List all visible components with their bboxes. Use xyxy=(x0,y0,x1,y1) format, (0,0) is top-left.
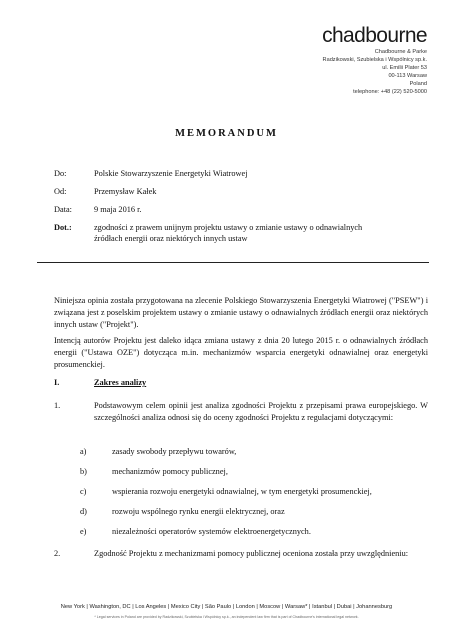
section-title: Zakres analizy xyxy=(94,378,147,387)
list-item-label: d) xyxy=(80,507,87,516)
header-divider xyxy=(37,262,429,263)
intention-paragraph: Intencją autorów Projektu jest daleko idąca zmiana ustawy z dnia 20 lutego 2015 r. o odnawialnych źródłach energii ("Ustawa OZE") dotycząca m.in. mechanizmów wsparcia energetyki odnawialnej oraz energetyki prosumenckiej. xyxy=(54,336,428,370)
paragraph-text: Zgodność Projektu z mechanizmami pomocy publicznej oceniona została przy uwzględnieniu: xyxy=(94,549,409,558)
date-label: Data: xyxy=(54,205,72,214)
address-line: Chadbourne & Parke xyxy=(374,49,427,55)
paragraph-number: 2. xyxy=(54,549,61,558)
list-item-label: c) xyxy=(80,487,87,496)
address-line: Radzikowski, Szubielska i Wspólnicy sp.k. xyxy=(322,57,427,63)
list-item-label: b) xyxy=(80,467,87,476)
list-item-text: wspierania rozwoju energetyki odnawialnej, w tym energetyki prosumenckiej, xyxy=(112,487,372,496)
subject-value xyxy=(94,222,424,244)
chadbourne-logo: chadbourne xyxy=(322,24,427,47)
paragraph-text: Podstawowym celem opinii jest analiza zgodności Projektu z przepisami prawa europejskiego. W szczególności analiza odnosi się do oceny zgodności Projektu z regulacjami dotyczącymi: xyxy=(94,401,428,423)
list-item-text: niezależności operatorów systemów elektroenergetycznych. xyxy=(112,527,311,536)
from-label: Od: xyxy=(54,187,67,196)
telephone: telephone: +48 (22) 520-5000 xyxy=(353,89,427,95)
list-item-label: e) xyxy=(80,527,87,536)
list-item-label: a) xyxy=(80,447,87,456)
letterhead-address xyxy=(323,48,427,96)
to-value: Polskie Stowarzyszenie Energetyki Wiatrowej xyxy=(94,169,248,178)
address-line: 00-113 Warsaw xyxy=(388,73,427,79)
to-label: Do: xyxy=(54,169,67,178)
address-line: Poland xyxy=(409,81,427,87)
footer-offices: New York | Washington, DC | Los Angeles | Mexico City | São Paulo | London | Moscow | Warsaw* | Istanbul | Dubai | Johannesburg xyxy=(60,604,393,610)
from-value: Przemysław Kałek xyxy=(94,187,157,196)
list-item-text: zasady swobody przepływu towarów, xyxy=(112,447,237,456)
list-item-text: mechanizmów pomocy publicznej, xyxy=(112,467,228,476)
paragraph-number: 1. xyxy=(54,401,61,410)
address-line: ul. Emilii Plater 53 xyxy=(382,65,427,71)
subject-line: zgodności z prawem unijnym projektu ustawy o zmianie ustawy o odnawialnych xyxy=(94,223,363,232)
subject-line: źródłach energii oraz niektórych innych ustaw xyxy=(94,234,248,243)
memo-title: MEMORANDUM xyxy=(175,128,278,139)
section-number: I. xyxy=(54,378,60,387)
date-value: 9 maja 2016 r. xyxy=(94,205,142,214)
footer-note: * Legal services in Poland are provided by Radzikowski, Szubielska i Wspólnicy sp.k., an independent law firm that is part of Chadbourne's international legal network. xyxy=(94,615,359,619)
subject-label: Dot.: xyxy=(54,223,72,232)
intro-paragraph: Niniejsza opinia została przygotowana na zlecenie Polskiego Stowarzyszenia Energetyki Wiatrowej ("PSEW") i związana jest z poselskim projektem ustawy o zmianie ustawy o odnawialnych źródłach energii oraz niektórych innych ustaw ("Projekt"). xyxy=(54,296,428,330)
list-item-text: rozwoju wspólnego rynku energii elektrycznej, oraz xyxy=(112,507,285,516)
